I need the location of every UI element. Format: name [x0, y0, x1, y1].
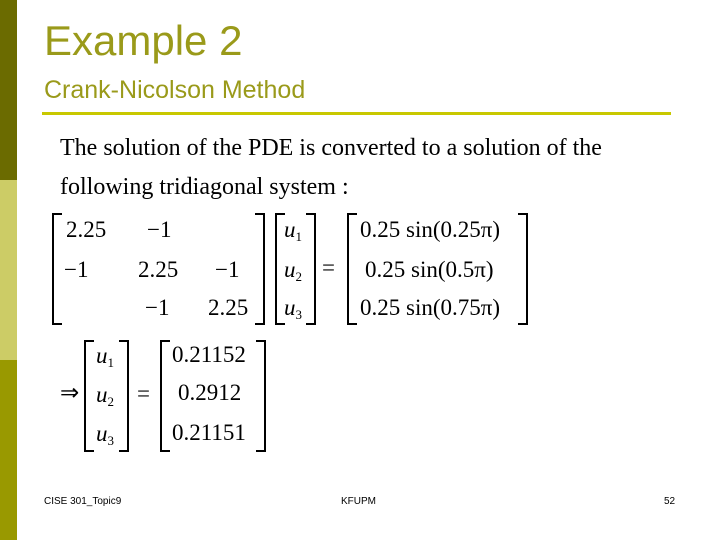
body-text-line-1: The solution of the PDE is converted to a solution of the: [60, 135, 602, 161]
solution-unknown-u3: $u_3$: [96, 421, 114, 448]
rhs-left-bracket: [347, 213, 357, 325]
solution-vector-left-bracket: [84, 340, 94, 452]
sidebar-block-dark: [0, 0, 17, 180]
matrix-cell: −1: [215, 257, 240, 282]
rhs-entry: 0.25 sin(0.25π): [360, 217, 501, 242]
solution-value: 0.21152: [172, 342, 246, 367]
solution-value: 0.21151: [172, 420, 246, 445]
footer-course-label: CISE 301_Topic9: [44, 496, 122, 507]
footer-page-number: 52: [664, 496, 676, 507]
sidebar-block-light: [0, 180, 17, 360]
solution-unknown-u1: $u_1$: [96, 343, 114, 370]
rhs-right-bracket: [518, 213, 528, 325]
footer-institution: KFUPM: [341, 496, 376, 507]
values-left-bracket: [160, 340, 170, 452]
matrix-right-bracket: [255, 213, 265, 325]
sidebar-block-medium: [0, 360, 17, 540]
matrix-left-bracket: [52, 213, 62, 325]
matrix-cell: 2.25: [208, 295, 249, 320]
rhs-entry: 0.25 sin(0.5π): [365, 257, 494, 282]
slide-subtitle: Crank-Nicolson Method: [44, 76, 306, 104]
solution-equals-sign: =: [137, 381, 150, 406]
matrix-cell: 2.25: [138, 257, 179, 282]
vector-right-bracket: [306, 213, 316, 325]
unknown-u1: $u_1$: [284, 217, 302, 244]
equals-sign: =: [322, 255, 335, 280]
solution-value: 0.2912: [178, 380, 242, 405]
matrix-cell: 2.25: [66, 217, 107, 242]
slide-title: Example 2: [44, 17, 243, 64]
solution-vector-right-bracket: [119, 340, 129, 452]
matrix-cell: −1: [145, 295, 170, 320]
unknown-u2: $u_2$: [284, 257, 302, 284]
implies-arrow: ⇒: [60, 380, 80, 405]
title-divider: [42, 112, 671, 115]
values-right-bracket: [256, 340, 266, 452]
matrix-cell: −1: [64, 257, 89, 282]
body-text-line-2: following tridiagonal system :: [60, 174, 349, 200]
unknown-u3: $u_3$: [284, 295, 302, 322]
matrix-cell: −1: [147, 217, 172, 242]
rhs-entry: 0.25 sin(0.75π): [360, 295, 501, 320]
solution-unknown-u2: $u_2$: [96, 382, 114, 409]
